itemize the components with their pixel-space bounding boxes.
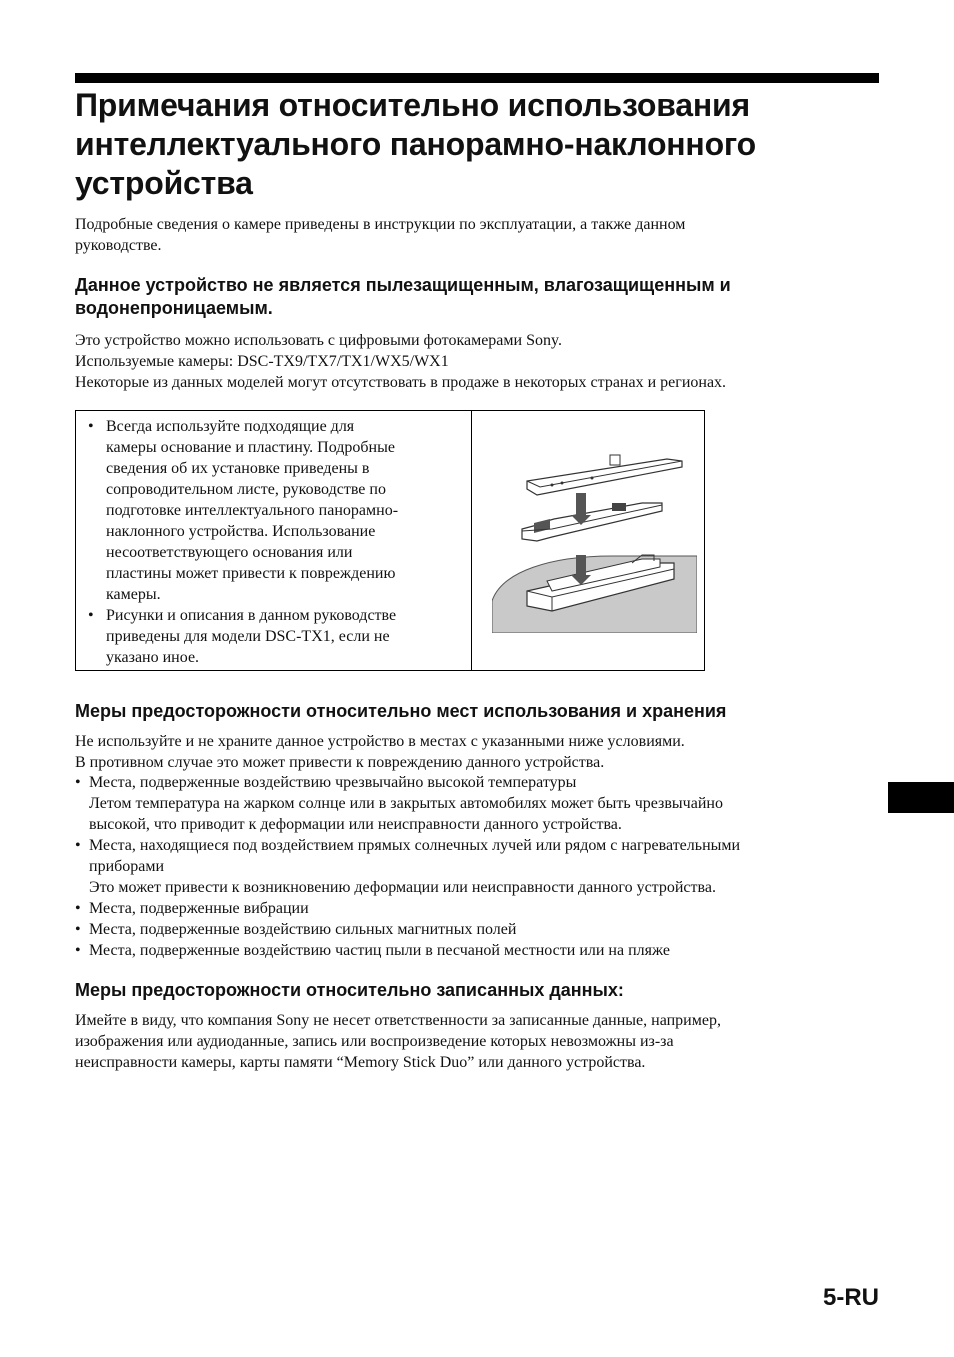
section3-heading: Меры предосторожности относительно записанных данных: bbox=[75, 980, 624, 1000]
note-line: несоответствующего основания или bbox=[106, 544, 353, 561]
note-line: сведения об их установке приведены в bbox=[106, 460, 370, 477]
list-item bbox=[75, 940, 875, 961]
bullet: • bbox=[75, 942, 81, 959]
intro-line: Подробные сведения о камере приведены в инструкции по эксплуатации, а также данном bbox=[75, 216, 686, 233]
list-line: Места, подверженные вибрации bbox=[89, 900, 309, 917]
note-line: сопроводительном листе, руководстве по bbox=[106, 481, 386, 498]
title-rule bbox=[75, 73, 879, 83]
section3-line: Имейте в виду, что компания Sony не несет ответственности за записанные данные, например, bbox=[75, 1012, 721, 1029]
section1-heading bbox=[75, 274, 875, 320]
bullet: • bbox=[75, 774, 81, 791]
note-line: подготовке интеллектуального панорамно- bbox=[106, 502, 399, 519]
list-line: Места, находящиеся под воздействием прямых солнечных лучей или рядом с нагревательными bbox=[89, 837, 741, 854]
note-line: указано иное. bbox=[106, 649, 200, 666]
intro-paragraph bbox=[75, 214, 855, 256]
note-line: пластины может привести к повреждению bbox=[106, 565, 396, 582]
note-line: приведены для модели DSC-TX1, если не bbox=[106, 628, 390, 645]
section2-paragraph bbox=[75, 731, 855, 773]
list-line: Это может привести к возникновению деформации или неисправности данного устройства. bbox=[89, 879, 716, 896]
bullet: • bbox=[88, 418, 94, 435]
bullet: • bbox=[88, 607, 94, 624]
note-item bbox=[88, 416, 463, 605]
section2-line: Не используйте и не храните данное устройство в местах с указанными ниже условиями. bbox=[75, 733, 685, 750]
list-line: высокой, что приводит к деформации или неисправности данного устройства. bbox=[89, 816, 622, 833]
list-line: Места, подверженные воздействию частиц пыли в песчаной местности или на пляже bbox=[89, 942, 670, 959]
box-divider bbox=[471, 411, 472, 670]
title-line: Примечания относительно использования bbox=[75, 87, 750, 123]
section1-heading-line: Данное устройство не является пылезащищенным, влагозащищенным и bbox=[75, 275, 731, 295]
section2-heading: Меры предосторожности относительно мест использования и хранения bbox=[75, 701, 727, 721]
section1-line: Используемые камеры: DSC-TX9/TX7/TX1/WX5/WX1 bbox=[75, 353, 449, 370]
note-line: камеры основание и пластину. Подробные bbox=[106, 439, 395, 456]
list-item bbox=[75, 898, 875, 919]
note-text bbox=[88, 416, 463, 668]
section1-line: Это устройство можно использовать с цифровыми фотокамерами Sony. bbox=[75, 332, 562, 349]
section3-line: изображения или аудиоданные, запись или воспроизведение которых невозможны из-за bbox=[75, 1033, 674, 1050]
note-line: Рисунки и описания в данном руководстве bbox=[106, 607, 397, 624]
page-title bbox=[75, 86, 879, 203]
list-line: Места, подверженные воздействию чрезвычайно высокой температуры bbox=[89, 774, 577, 791]
page-number: 5-RU bbox=[822, 1284, 879, 1311]
note-line: камеры. bbox=[106, 586, 161, 603]
list-item bbox=[75, 835, 875, 898]
plate-base-illustration bbox=[492, 451, 697, 633]
list-item bbox=[75, 772, 875, 835]
bullet: • bbox=[75, 921, 81, 938]
section1-heading-line: водонепроницаемым. bbox=[75, 298, 273, 318]
note-item bbox=[88, 605, 463, 668]
section3-paragraph bbox=[75, 1010, 855, 1073]
section3-line: неисправности камеры, карты памяти “Memory Stick Duo” или данного устройства. bbox=[75, 1054, 646, 1071]
list-line: приборами bbox=[89, 858, 165, 875]
bullet: • bbox=[75, 837, 81, 854]
title-line: устройства bbox=[75, 165, 253, 201]
note-box bbox=[75, 410, 705, 671]
bullet: • bbox=[75, 900, 81, 917]
section1-line: Некоторые из данных моделей могут отсутствовать в продаже в некоторых странах и регионах. bbox=[75, 374, 727, 391]
list-line: Летом температура на жарком солнце или в закрытых автомобилях может быть чрезвычайно bbox=[89, 795, 723, 812]
section2-line: В противном случае это может привести к повреждению данного устройства. bbox=[75, 754, 605, 771]
intro-line: руководстве. bbox=[75, 237, 162, 254]
note-line: наклонного устройства. Использование bbox=[106, 523, 376, 540]
list-line: Места, подверженные воздействию сильных магнитных полей bbox=[89, 921, 517, 938]
note-line: Всегда используйте подходящие для bbox=[106, 418, 355, 435]
section1-paragraph bbox=[75, 330, 855, 393]
conditions-list bbox=[75, 772, 875, 961]
list-item bbox=[75, 919, 875, 940]
title-line: интеллектуального панорамно-наклонного bbox=[75, 126, 756, 162]
section-tab-marker bbox=[888, 782, 954, 813]
